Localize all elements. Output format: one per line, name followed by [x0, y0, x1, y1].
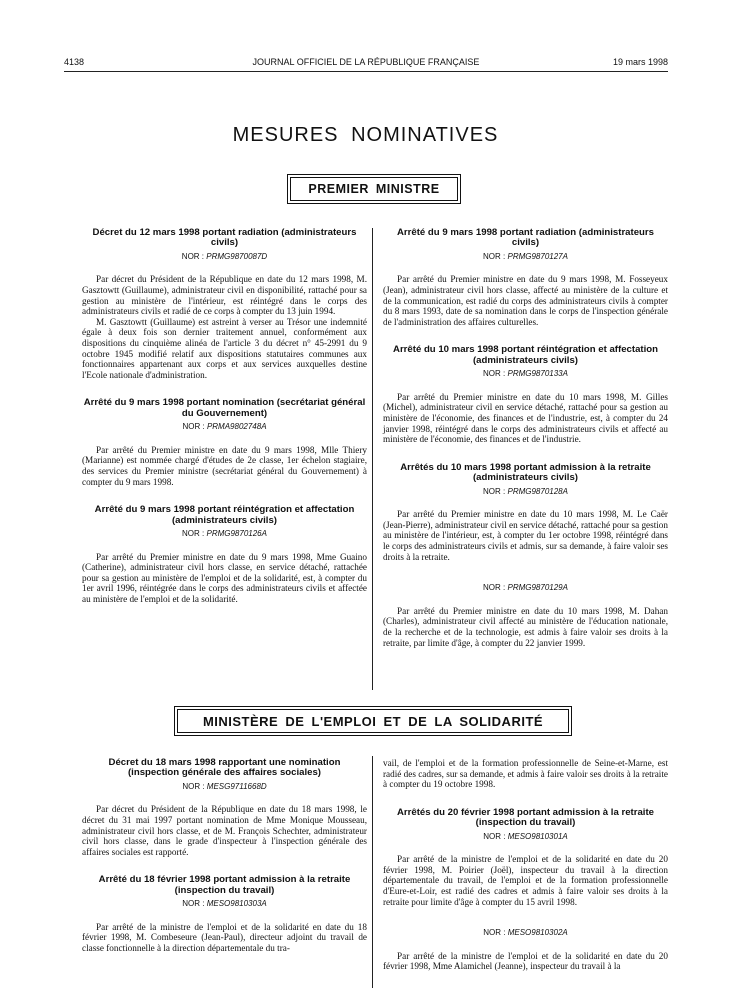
nor-code: MESG9711668D [206, 781, 267, 791]
article [82, 875, 367, 953]
nor-label: NOR : [483, 369, 506, 379]
nor-reference [82, 529, 367, 540]
article-title: Arrêté du 9 mars 1998 portant réintégration et affectation (administrateurs civils) [94, 504, 355, 526]
article-paragraph: Par arrêté du Premier ministre en date du 9 mars 1998, M. Fosseyeux (Jean), administrateur civil hors classe, affecté au ministère de la culture et de la communication, est radié du corps des administrateurs civils à compter du 8 mars 1993, date de sa nomination dans le corps de l'inspection générale de l'administration des affaires culturelles. [383, 274, 668, 327]
article-paragraph: Par arrêté de la ministre de l'emploi et de la solidarité en date du 18 février 1998, M. Combeseure (Jean-Paul), directeur adjoint du travail de classe fonctionnelle à la direction départementale du tra- [82, 921, 367, 953]
article-paragraph: Par arrêté du Premier ministre en date du 9 mars 1998, Mme Guaino (Catherine), administrateur civil hors classe, en service détaché, rattachée pour sa gestion au ministère de l'emploi et de la solidarité, est, à compter du 1er avril 1996, réintégrée dans le corps des administrateurs civils et affectée au ministère de l'emploi et de la solidarité. [82, 551, 367, 604]
article-title: Décret du 12 mars 1998 portant radiation (administrateurs civils) [92, 227, 357, 249]
nor-code: MESO9810302A [507, 928, 568, 938]
section-title: MINISTÈRE DE L'EMPLOI ET DE LA SOLIDARITÉ [177, 709, 569, 733]
article-title: Arrêté du 9 mars 1998 portant nomination (secrétariat général du Gouvernement) [83, 397, 366, 419]
page-number: 4138 [64, 57, 85, 67]
nor-code: PRMG9870087D [206, 251, 268, 261]
journal-title: JOURNAL OFFICIEL DE LA RÉPUBLIQUE FRANÇAISE [252, 57, 480, 67]
nor-reference [82, 422, 367, 433]
nor-reference [82, 899, 367, 910]
nor-label: NOR : [182, 528, 205, 538]
article-title: Arrêté du 9 mars 1998 portant radiation (administrateurs civils) [397, 227, 654, 249]
nor-code: PRMA9802748A [206, 422, 267, 432]
nor-code: PRMG9870129A [507, 583, 568, 593]
header-rule [64, 71, 668, 72]
nor-label: NOR : [483, 928, 506, 938]
article-title: Décret du 18 mars 1998 rapportant une nomination (inspection générale des affaires sociales) [108, 757, 341, 779]
article-title: Arrêtés du 10 mars 1998 portant admission à la retraite (administrateurs civils) [400, 461, 651, 484]
nor-reference [82, 252, 367, 263]
section2-column-right [383, 758, 668, 972]
nor-reference [383, 252, 668, 263]
article [383, 345, 668, 444]
nor-label: NOR : [182, 899, 205, 909]
issue-date: 19 mars 1998 [612, 57, 668, 67]
nor-reference [383, 369, 668, 380]
nor-reference [82, 782, 367, 793]
article-paragraph: Par arrêté du Premier ministre en date du 10 mars 1998, M. Le Caër (Jean-Pierre), administrateur civil en service détaché, rattaché pour sa gestion au ministère de l'intérieur, est, à compter du 1er octobre 1998, réintégré dans le corps des administrateurs civils et admis, sur sa demande, à faire valoir ses droits à la retraite. [383, 509, 668, 562]
page-header [64, 57, 668, 71]
nor-label: NOR : [182, 781, 205, 791]
nor-code: PRMG9870127A [507, 251, 568, 261]
section1-column-left [82, 228, 367, 605]
main-title: MESURES NOMINATIVES [232, 124, 499, 146]
section-title-box-premier-ministre [287, 174, 461, 204]
article [82, 758, 367, 857]
section-title: PREMIER MINISTRE [290, 177, 458, 201]
nor-label: NOR : [483, 486, 506, 496]
nor-reference [383, 583, 668, 594]
article-title: Arrêtés du 20 février 1998 portant admission à la retraite (inspection du travail) [396, 806, 654, 829]
article [82, 398, 367, 487]
article-paragraph: Par arrêté de la ministre de l'emploi et de la solidarité en date du 20 février 1998, Mme Alamichel (Jeanne), inspecteur du travail à la [383, 950, 668, 972]
section1-column-right [383, 228, 668, 648]
article-paragraph: Par arrêté du Premier ministre en date du 10 mars 1998, M. Gilles (Michel), administrateur civil en service détaché, rattaché pour sa gestion au ministère de l'économie, des finances et de l'industrie, est, à compter du 24 janvier 1998, réintégré dans le corps des administrateurs civils et affecté au ministère de l'économie, des finances et de l'industrie. [383, 391, 668, 445]
article [82, 228, 367, 380]
nor-label: NOR : [483, 831, 506, 841]
nor-label: NOR : [483, 583, 506, 593]
nor-label: NOR : [181, 251, 205, 261]
column-divider [372, 228, 373, 690]
article-title: Arrêté du 18 février 1998 portant admission à la retraite (inspection du travail) [98, 874, 351, 896]
article-paragraph: M. Gasztowtt (Guillaume) est astreint à verser au Trésor une indemnité égale à deux fois son dernier traitement annuel, conformément aux dispositions du cinquième alinéa de l'article 3 du décret n° 45-2991 du 9 octobre 1945 modifié relatif aux dispositions statutaires communes aux fonctionnaires appartenant aux corps et aux services auxquelles destine l'Ecole nationale d'administration. [82, 316, 367, 380]
nor-reference [383, 928, 668, 939]
nor-label: NOR : [182, 422, 205, 432]
nor-reference [383, 832, 668, 843]
article-paragraph: Par arrêté de la ministre de l'emploi et de la solidarité en date du 20 février 1998, M. Poirier (Joël), inspecteur du travail à la direction départementale du travail, de l'emploi et de la formation professionnelle d'Eure-et-Loir, est radié des cadres et admis à faire valoir ses droits à la retraite pour limite d'âge à compter du 15 avril 1998. [383, 854, 668, 907]
article-paragraph: Par décret du Président de la République en date du 12 mars 1998, M. Gasztowtt (Guillaume), administrateur civil en disponibilité, rattaché pour sa gestion au ministère de l'intérieur, est réintégré dans le corps des administrateurs civils et radié de ce corps à compter du 13 juin 1994. [82, 274, 367, 317]
nor-code: MESO9810301A [507, 831, 568, 841]
continued-paragraph: vail, de l'emploi et de la formation professionnelle de Seine-et-Marne, est radié des cadres, sur sa demande, et admis à faire valoir ses droits à la retraite à compter du 19 octobre 1998. [383, 758, 668, 790]
nor-reference [383, 487, 668, 498]
nor-code: MESO9810303A [206, 899, 267, 909]
article [383, 463, 668, 648]
article-title: Arrêté du 10 mars 1998 portant réintégration et affectation (administrateurs civils) [393, 344, 658, 366]
article-paragraph: Par arrêté du Premier ministre en date du 10 mars 1998, M. Dahan (Charles), administrateur civil affecté au ministère de l'éducation nationale, de la recherche et de la technologie, est admis à faire valoir ses droits à la retraite, par limite d'âge, à compter du 22 janvier 1999. [383, 605, 668, 648]
nor-label: NOR : [483, 251, 506, 261]
article-paragraph: Par décret du Président de la République en date du 18 mars 1998, le décret du 31 mai 1997 portant nomination de Mme Monique Mousseau, administrateur civil hors classe, et de M. François Schechter, administrateur civil hors classe, dans le grade d'inspecteur à l'inspection générale des affaires sociales est rapporté. [82, 804, 367, 857]
article [82, 505, 367, 604]
section-title-box-emploi-solidarite [174, 706, 572, 736]
article [383, 228, 668, 327]
article [383, 808, 668, 972]
nor-code: PRMG9870126A [206, 528, 267, 538]
article-paragraph: Par arrêté du Premier ministre en date du 9 mars 1998, Mlle Thiery (Marianne) est nommée chargé d'études de 2e classe, 1er échelon stagiaire, des services du Premier ministre (secrétariat général du Gouvernement) à compter du 9 mars 1998. [82, 444, 367, 487]
nor-code: PRMG9870128A [507, 486, 568, 496]
nor-code: PRMG9870133A [507, 369, 568, 379]
section2-column-left [82, 758, 367, 954]
column-divider [372, 756, 373, 988]
